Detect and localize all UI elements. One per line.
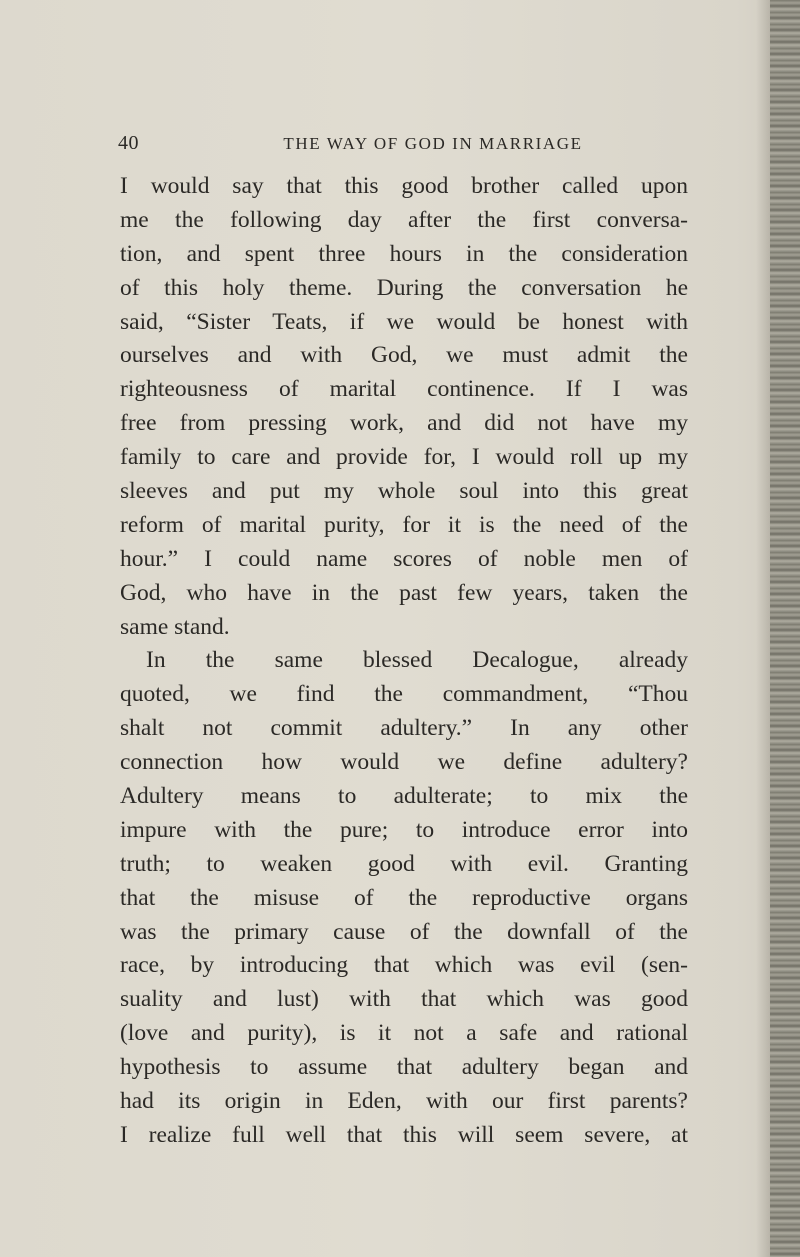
text-line: free from pressing work, and did not have my	[120, 410, 688, 437]
text-line: (love and purity), is it not a safe and rational	[120, 1020, 688, 1047]
text-line: tion, and spent three hours in the consideration	[120, 240, 688, 267]
text-line: was the primary cause of the downfall of the	[120, 918, 688, 945]
text-line: of this holy theme. During the conversation he	[120, 274, 688, 301]
text-line: connection how would we define adultery?	[120, 749, 688, 776]
text-line: had its origin in Eden, with our first parents?	[120, 1088, 688, 1115]
text-line: righteousness of marital continence. If I was	[120, 376, 688, 403]
text-line: God, who have in the past few years, taken the	[120, 579, 688, 606]
text-line: ourselves and with God, we must admit the	[120, 342, 688, 369]
text-line: hour.” I could name scores of noble men of	[120, 545, 688, 572]
text-line: quoted, we find the commandment, “Thou	[120, 681, 688, 708]
text-line: sleeves and put my whole soul into this great	[120, 478, 688, 505]
text-line: shalt not commit adultery.” In any other	[120, 715, 688, 742]
text-line: I realize full well that this will seem severe, at	[120, 1121, 688, 1148]
page-number: 40	[118, 132, 139, 154]
text-line: me the following day after the first conversa-	[120, 206, 688, 233]
page-edge	[770, 0, 800, 1257]
text-line: reform of marital purity, for it is the need of the	[120, 511, 688, 538]
page-header	[118, 118, 688, 158]
text-line: impure with the pure; to introduce error into	[120, 816, 688, 843]
text-line: race, by introducing that which was evil (sen-	[120, 952, 688, 979]
text-line: said, “Sister Teats, if we would be honest with	[120, 308, 688, 335]
text-line: Adultery means to adulterate; to mix the	[120, 783, 688, 810]
text-line: suality and lust) with that which was good	[120, 986, 688, 1013]
text-line: family to care and provide for, I would roll up my	[120, 444, 688, 471]
page-edge-shadow	[756, 0, 770, 1257]
text-line: I would say that this good brother called upon	[120, 173, 688, 199]
text-line: same stand.	[120, 613, 230, 640]
text-line: hypothesis to assume that adultery began and	[120, 1054, 688, 1081]
text-line: that the misuse of the reproductive organs	[120, 884, 688, 911]
running-title: THE WAY OF GOD IN MARRIAGE	[283, 134, 583, 153]
text-line: In the same blessed Decalogue, already	[146, 647, 688, 674]
text-line: truth; to weaken good with evil. Granting	[120, 850, 688, 877]
body-text	[120, 170, 688, 1153]
